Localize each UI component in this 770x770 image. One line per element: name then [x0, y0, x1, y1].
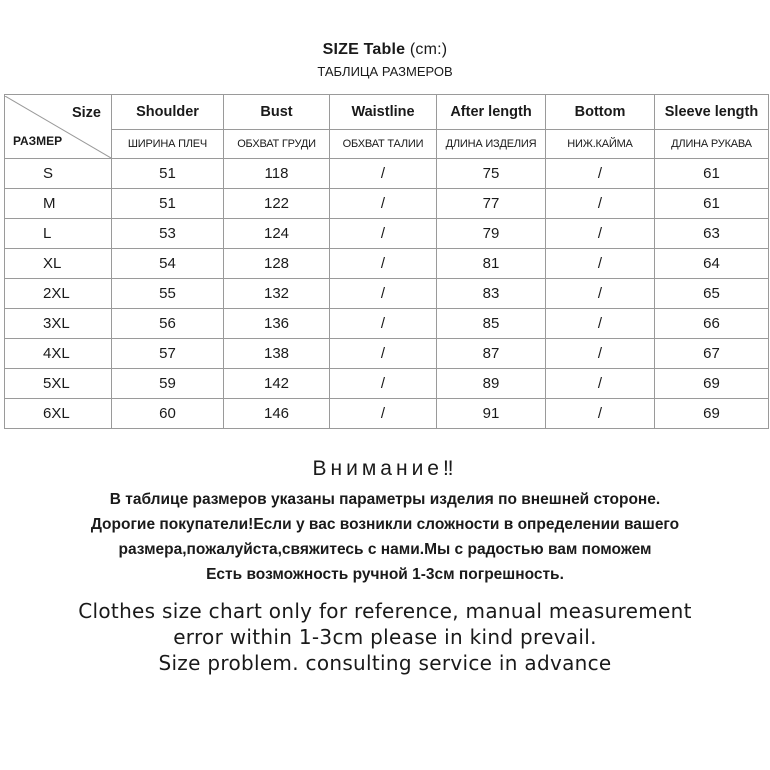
notice-block	[0, 456, 770, 587]
corner-size-label: Size	[71, 104, 101, 121]
bottom-cell: /	[546, 219, 655, 249]
column-header-en: Shoulder	[112, 95, 224, 130]
shoulder-cell: 53	[112, 219, 224, 249]
sleeve-cell: 64	[655, 249, 769, 279]
bottom-cell: /	[546, 309, 655, 339]
waistline-cell: /	[330, 279, 437, 309]
bust-cell: 132	[224, 279, 330, 309]
column-header-en: Waistline	[330, 95, 437, 130]
bust-cell: 124	[224, 219, 330, 249]
length-cell: 81	[437, 249, 546, 279]
sleeve-cell: 66	[655, 309, 769, 339]
sleeve-cell: 61	[655, 189, 769, 219]
length-cell: 75	[437, 159, 546, 189]
waistline-cell: /	[330, 219, 437, 249]
table-row	[5, 249, 769, 279]
column-header-en: Bottom	[546, 95, 655, 130]
sleeve-cell: 63	[655, 219, 769, 249]
size-cell: XL	[5, 249, 112, 279]
bust-cell: 122	[224, 189, 330, 219]
bust-cell: 128	[224, 249, 330, 279]
bust-cell: 136	[224, 309, 330, 339]
waistline-cell: /	[330, 339, 437, 369]
shoulder-cell: 51	[112, 159, 224, 189]
length-cell: 85	[437, 309, 546, 339]
table-row	[5, 159, 769, 189]
bottom-cell: /	[546, 279, 655, 309]
bust-cell: 118	[224, 159, 330, 189]
column-header-ru: ОБХВАТ ТАЛИИ	[330, 130, 437, 159]
notice-title: Внимание‼	[312, 457, 458, 480]
size-cell: L	[5, 219, 112, 249]
shoulder-cell: 56	[112, 309, 224, 339]
english-note-line: error within 1-3cm please in kind prevail.	[173, 625, 597, 649]
corner-razmer-label: РАЗМЕР	[13, 133, 63, 148]
corner-cell	[5, 95, 112, 159]
bust-cell: 146	[224, 399, 330, 429]
length-cell: 87	[437, 339, 546, 369]
english-note-line: Size problem. consulting service in advance	[158, 651, 612, 675]
bottom-cell: /	[546, 189, 655, 219]
column-header-ru: ШИРИНА ПЛЕЧ	[112, 130, 224, 159]
table-row	[5, 189, 769, 219]
size-cell: 3XL	[5, 309, 112, 339]
bottom-cell: /	[546, 369, 655, 399]
sleeve-cell: 67	[655, 339, 769, 369]
notice-line: размера,пожалуйста,свяжитесь с нами.Мы с радостью вам поможем	[118, 541, 652, 558]
bottom-cell: /	[546, 159, 655, 189]
bottom-cell: /	[546, 399, 655, 429]
length-cell: 77	[437, 189, 546, 219]
length-cell: 91	[437, 399, 546, 429]
title-unit: (cm:)	[409, 41, 448, 58]
waistline-cell: /	[330, 309, 437, 339]
notice-line: В таблице размеров указаны параметры изделия по внешней стороне.	[109, 491, 661, 508]
waistline-cell: /	[330, 249, 437, 279]
shoulder-cell: 57	[112, 339, 224, 369]
size-cell: 5XL	[5, 369, 112, 399]
notice-line: Есть возможность ручной 1-3см погрешность.	[206, 566, 564, 583]
sleeve-cell: 69	[655, 369, 769, 399]
title-text: SIZE Table	[322, 41, 406, 58]
length-cell: 83	[437, 279, 546, 309]
page-title	[0, 40, 770, 60]
english-note-line: Clothes size chart only for reference, manual measurement	[78, 599, 692, 623]
bottom-cell: /	[546, 339, 655, 369]
size-cell: M	[5, 189, 112, 219]
column-header-ru: ОБХВАТ ГРУДИ	[224, 130, 330, 159]
bust-cell: 138	[224, 339, 330, 369]
waistline-cell: /	[330, 189, 437, 219]
size-cell: S	[5, 159, 112, 189]
size-cell: 4XL	[5, 339, 112, 369]
shoulder-cell: 55	[112, 279, 224, 309]
shoulder-cell: 59	[112, 369, 224, 399]
table-row	[5, 399, 769, 429]
size-table	[4, 94, 769, 429]
waistline-cell: /	[330, 399, 437, 429]
table-row	[5, 279, 769, 309]
table-row	[5, 309, 769, 339]
sleeve-cell: 61	[655, 159, 769, 189]
notice-line: Дорогие покупатели!Если у вас возникли сложности в определении вашего	[90, 516, 680, 533]
size-cell: 6XL	[5, 399, 112, 429]
waistline-cell: /	[330, 159, 437, 189]
length-cell: 89	[437, 369, 546, 399]
shoulder-cell: 60	[112, 399, 224, 429]
length-cell: 79	[437, 219, 546, 249]
page-subtitle: ТАБЛИЦА РАЗМЕРОВ	[317, 64, 453, 79]
column-header-ru: ДЛИНА РУКАВА	[655, 130, 769, 159]
table-row	[5, 369, 769, 399]
column-header-en: After length	[437, 95, 546, 130]
sleeve-cell: 65	[655, 279, 769, 309]
header-row-en	[5, 95, 769, 130]
column-header-en: Sleeve length	[655, 95, 769, 130]
header	[0, 40, 770, 80]
waistline-cell: /	[330, 369, 437, 399]
table-row	[5, 219, 769, 249]
shoulder-cell: 54	[112, 249, 224, 279]
size-cell: 2XL	[5, 279, 112, 309]
bust-cell: 142	[224, 369, 330, 399]
sleeve-cell: 69	[655, 399, 769, 429]
bottom-cell: /	[546, 249, 655, 279]
header-row-ru	[5, 130, 769, 159]
shoulder-cell: 51	[112, 189, 224, 219]
table-row	[5, 339, 769, 369]
column-header-ru: НИЖ.КАЙМА	[546, 130, 655, 159]
english-note	[0, 598, 770, 676]
column-header-en: Bust	[224, 95, 330, 130]
column-header-ru: ДЛИНА ИЗДЕЛИЯ	[437, 130, 546, 159]
